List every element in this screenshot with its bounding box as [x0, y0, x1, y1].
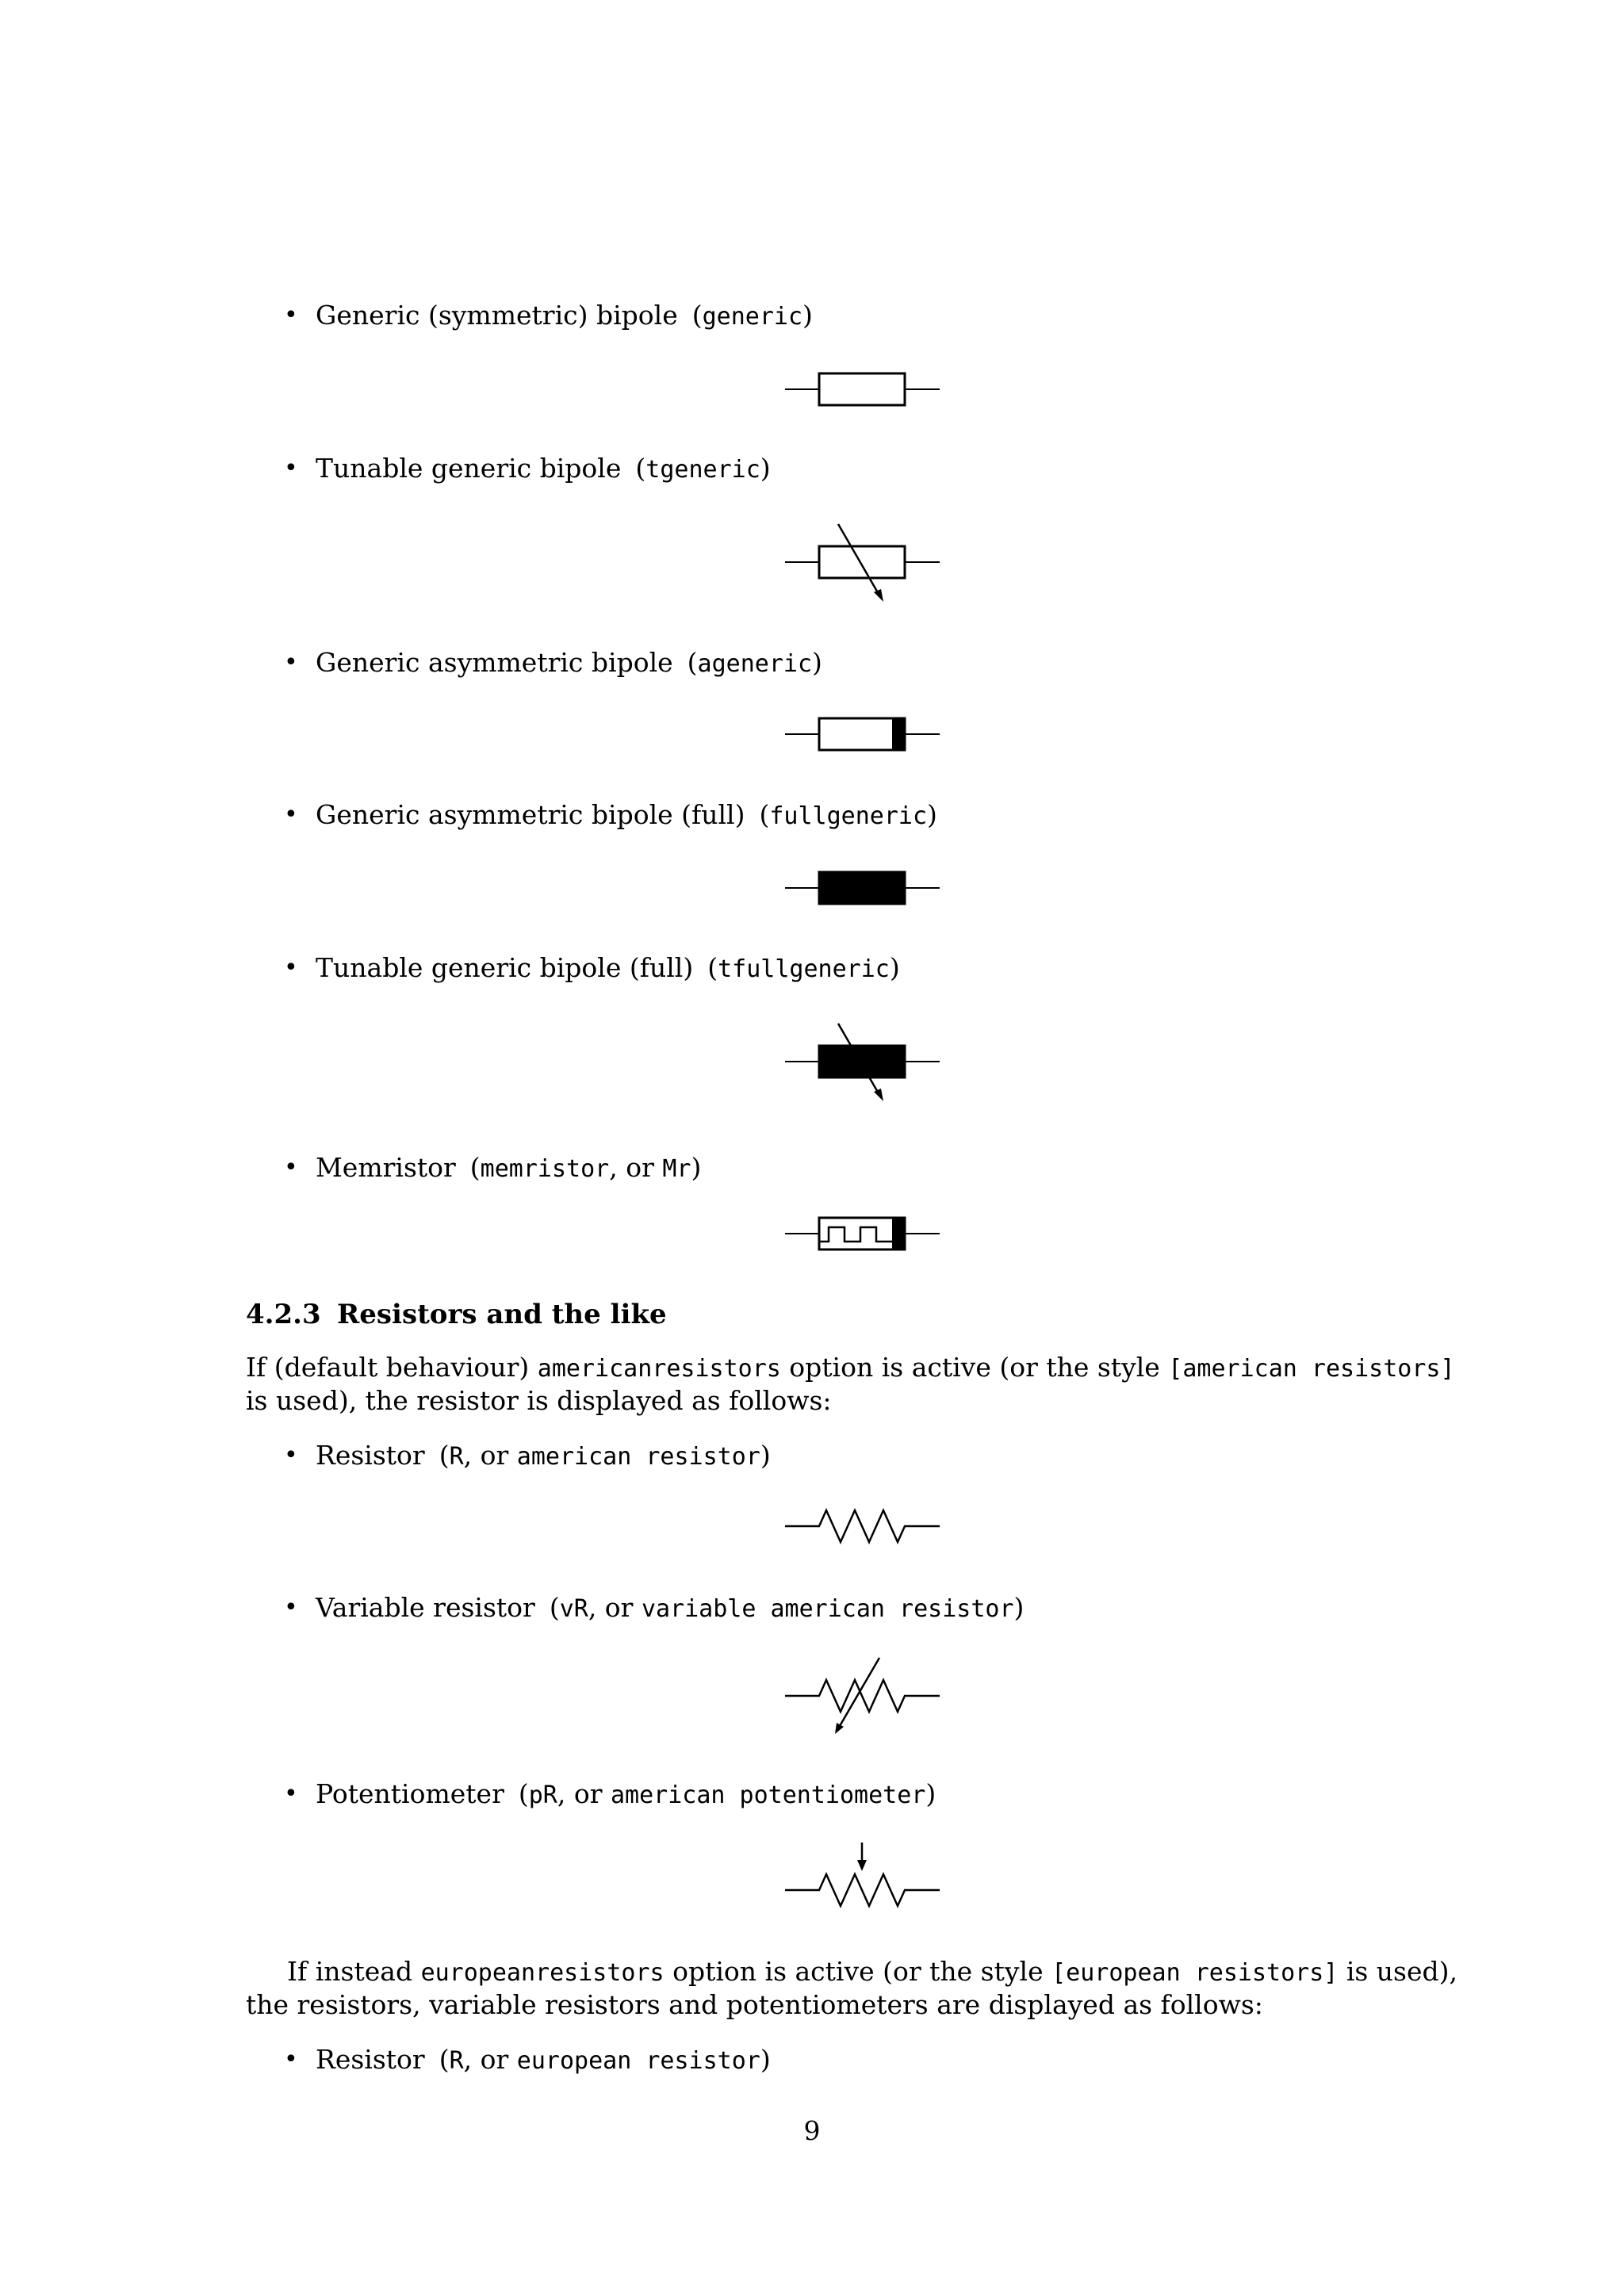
bullet: • — [284, 1594, 298, 1621]
list-item-fullgeneric: Generic asymmetric bipole (full) (fullgeneric) — [316, 799, 937, 830]
code-text: R — [449, 2047, 464, 2075]
full-generic-bipole-symbol — [781, 867, 948, 915]
bullet: • — [284, 1780, 298, 1808]
code-text: Mr — [662, 1155, 691, 1183]
list-item-potentiometer: Potentiometer (pR, or american potentiometer) — [316, 1778, 936, 1809]
code-text: american resistor — [516, 1443, 760, 1471]
list-item-ageneric: Generic asymmetric bipole (ageneric) — [316, 647, 822, 678]
list-item-european-resistor: Resistor (R, or european resistor) — [316, 2044, 771, 2075]
paragraph-line: the resistors, variable resistors and potentiometers are displayed as follows: — [246, 1989, 1263, 2020]
variable-resistor-symbol — [781, 1653, 948, 1740]
bullet: • — [284, 1441, 298, 1469]
item-label: Potentiometer — [316, 1778, 504, 1809]
tunable-full-generic-bipole-symbol — [781, 1019, 948, 1106]
item-label: Tunable generic bipole — [316, 453, 622, 484]
paragraph-line: If (default behaviour) americanresistors option is active (or the style [american resistors] — [246, 1352, 1455, 1383]
item-label: Memristor — [316, 1152, 456, 1183]
code-text: R — [449, 1443, 464, 1471]
section-number: 4.2.3 — [246, 1299, 321, 1330]
bullet: • — [284, 649, 298, 676]
bullet: • — [284, 1154, 298, 1181]
list-item-generic: Generic (symmetric) bipole (generic) — [316, 300, 813, 331]
potentiometer-symbol — [781, 1839, 948, 1919]
code-text: [american resistors] — [1168, 1355, 1455, 1383]
code-text: europeanresistors — [420, 1959, 665, 1987]
list-item-memristor: Memristor (memristor, or Mr) — [316, 1152, 702, 1183]
bullet: • — [284, 954, 298, 982]
list-item-variable-resistor: Variable resistor (vR, or variable american resistor) — [316, 1592, 1025, 1623]
code-text: tfullgeneric — [718, 955, 890, 983]
bullet: • — [284, 454, 298, 482]
section-title: Resistors and the like — [337, 1299, 667, 1330]
code-text: vR — [559, 1595, 588, 1623]
item-label: Generic asymmetric bipole (full) — [316, 799, 745, 830]
paragraph-line: is used), the resistor is displayed as follows: — [246, 1385, 832, 1416]
tunable-generic-bipole-symbol — [781, 519, 948, 607]
item-label: Resistor — [316, 2044, 425, 2075]
item-label: Resistor — [316, 1440, 425, 1471]
code-text: fullgeneric — [769, 802, 928, 830]
code-text: generic — [702, 303, 803, 331]
memristor-symbol — [781, 1213, 948, 1261]
code-text: variable american resistor — [641, 1595, 1014, 1623]
code-text: memristor — [480, 1155, 610, 1183]
bullet: • — [284, 2045, 298, 2073]
list-item-american-resistor: Resistor (R, or american resistor) — [316, 1440, 771, 1471]
bullet: • — [284, 301, 298, 329]
code-text: [european resistors] — [1051, 1959, 1339, 1987]
code-text: american potentiometer — [610, 1781, 926, 1809]
bullet: • — [284, 801, 298, 828]
list-item-tgeneric: Tunable generic bipole (tgeneric) — [316, 453, 771, 484]
item-label: Tunable generic bipole (full) — [316, 952, 694, 983]
section-heading — [246, 1299, 667, 1330]
item-label: Variable resistor — [316, 1592, 535, 1623]
paragraph-line: If instead europeanresistors option is active (or the style [european resistors] is used), — [287, 1956, 1458, 1987]
page-number: 9 — [803, 2115, 821, 2146]
code-text: pR — [528, 1781, 557, 1809]
generic-bipole-symbol — [781, 369, 948, 416]
code-text: tgeneric — [645, 456, 760, 484]
code-text: european resistor — [516, 2047, 760, 2075]
item-label: Generic (symmetric) bipole — [316, 300, 678, 331]
code-text: americanresistors — [537, 1355, 781, 1383]
list-item-tfullgeneric: Tunable generic bipole (full) (tfullgeneric) — [316, 952, 900, 983]
item-label: Generic asymmetric bipole — [316, 647, 673, 678]
american-resistor-symbol — [781, 1502, 948, 1550]
code-text: ageneric — [697, 650, 813, 678]
asymmetric-generic-bipole-symbol — [781, 714, 948, 761]
